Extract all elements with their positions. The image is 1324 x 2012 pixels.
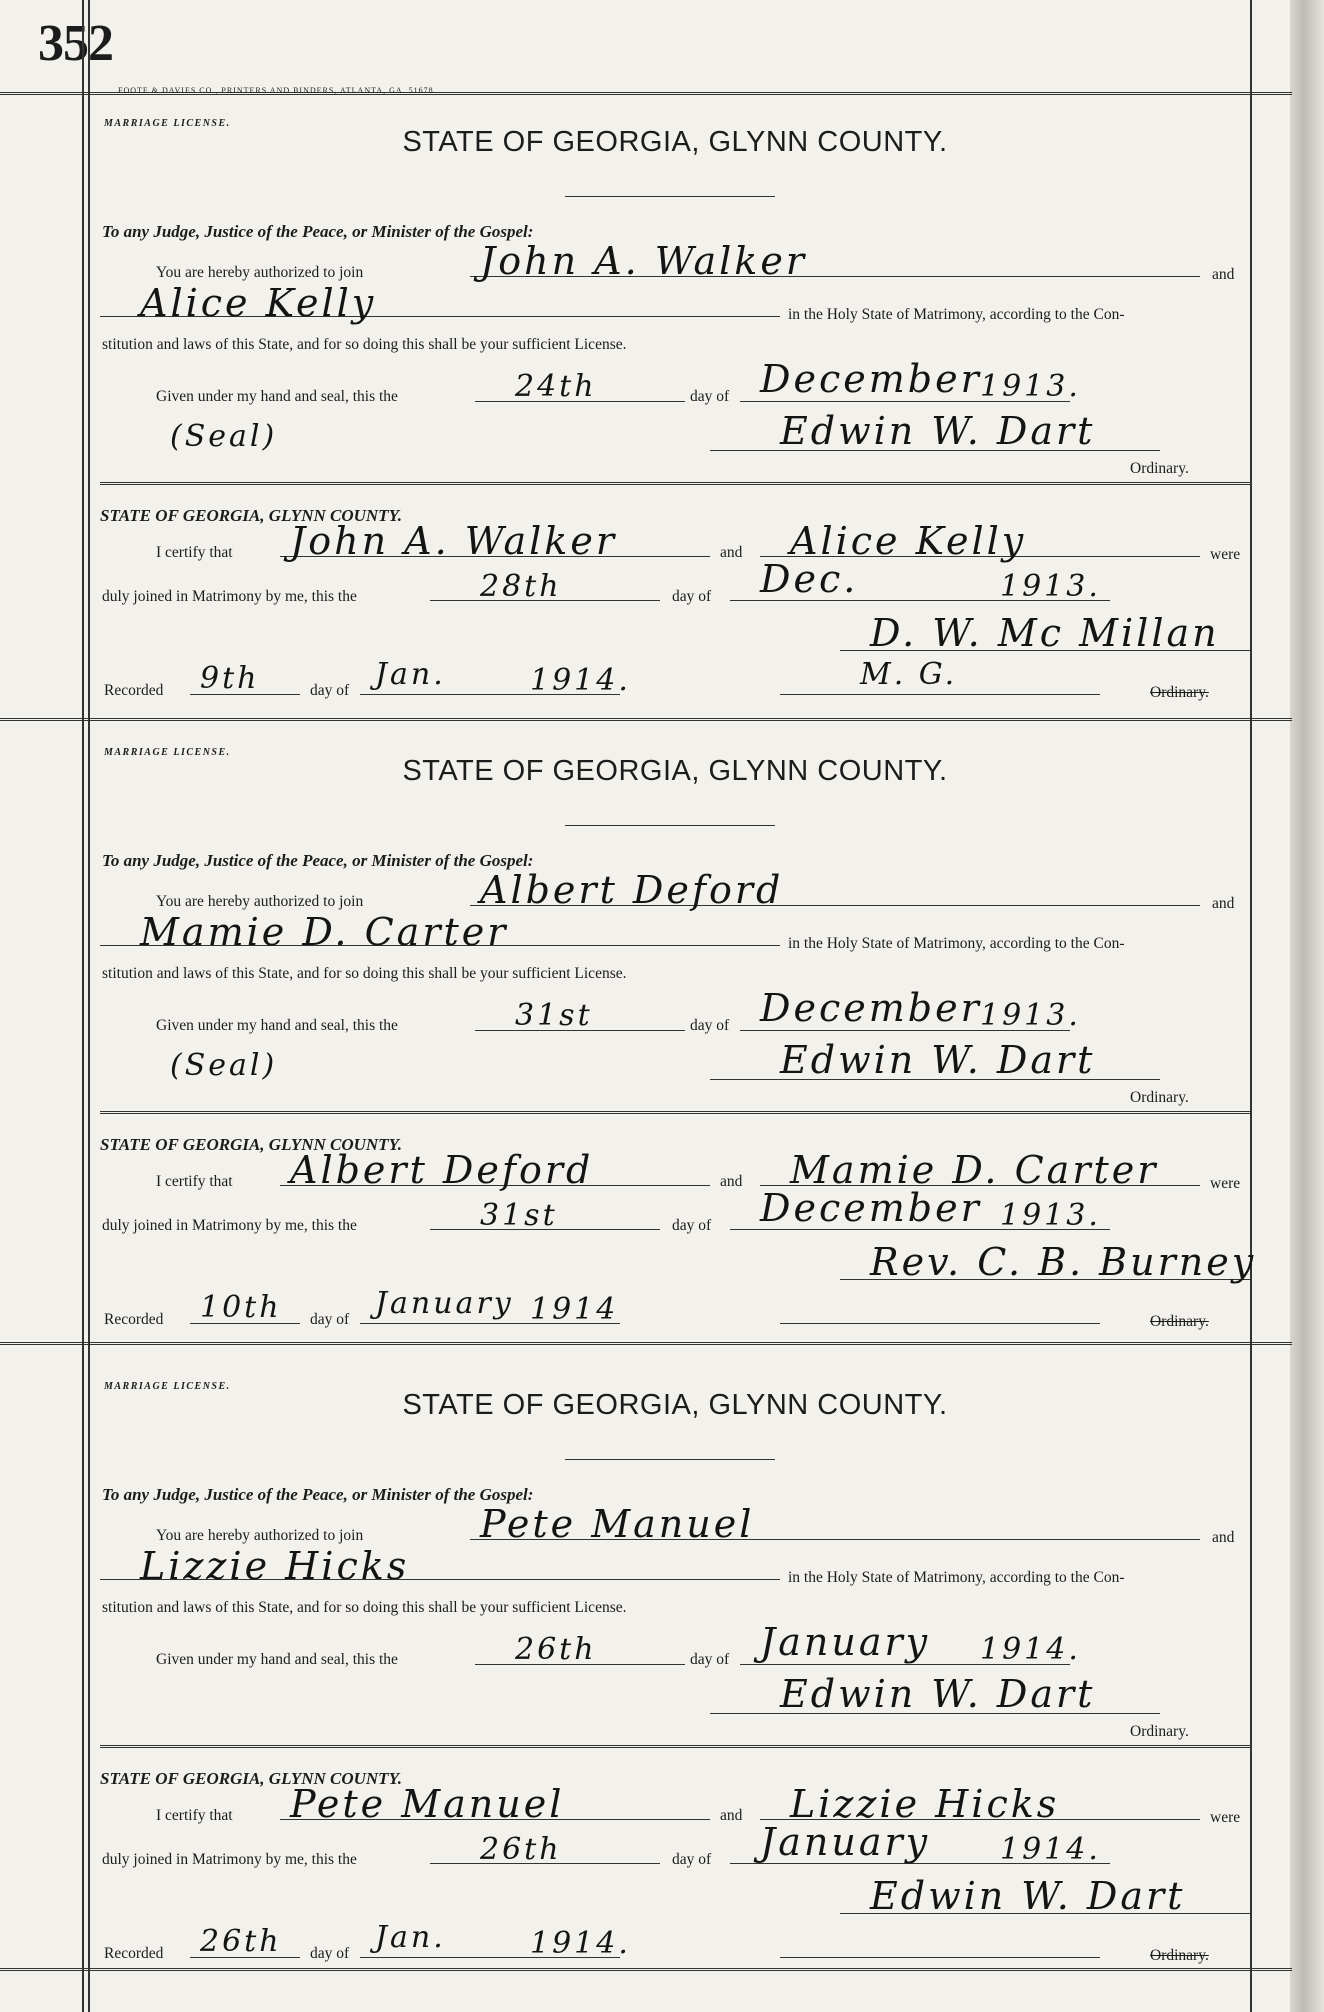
day-of-text: day of <box>672 1217 712 1234</box>
heading-rule <box>565 196 775 197</box>
marriage-month: January <box>760 1820 931 1864</box>
and-text: and <box>1212 266 1235 283</box>
heading-rule <box>565 825 775 826</box>
title-line <box>780 1323 1100 1324</box>
recorded-month: Jan. <box>375 1920 446 1955</box>
seal-mark: (Seal) <box>170 419 278 454</box>
license-address: To any Judge, Justice of the Peace, or Minister of the Gospel: <box>102 1485 534 1504</box>
recorded-text: Recorded <box>104 682 164 699</box>
given-text: Given under my hand and seal, this the <box>156 388 398 405</box>
authorized-text: You are hereby authorized to join <box>156 1527 364 1544</box>
officiant-title: M. G. <box>860 657 958 692</box>
marriage-record <box>100 104 1250 704</box>
constitution-text: stitution and laws of this State, and for so doing this shall be your sufficient License. <box>102 965 627 982</box>
license-groom-name: Pete Manuel <box>480 1502 755 1546</box>
heading-rule <box>565 1459 775 1460</box>
license-month: December <box>760 357 982 401</box>
recorded-year: 1914. <box>530 1926 631 1961</box>
recorded-day: 26th <box>200 1924 282 1959</box>
certificate-groom-name: Pete Manuel <box>290 1782 565 1826</box>
record-separator <box>0 718 1292 721</box>
and-text: and <box>720 1173 743 1190</box>
mid-rule <box>100 482 1250 485</box>
ordinary-text: Ordinary. <box>1130 1089 1189 1106</box>
record-separator <box>0 1968 1292 1971</box>
certificate-groom-name: John A. Walker <box>290 519 617 563</box>
authorized-text: You are hereby authorized to join <box>156 893 364 910</box>
mid-rule <box>100 1745 1250 1748</box>
mid-rule <box>100 1111 1250 1114</box>
recorded-day: 9th <box>200 661 260 696</box>
certificate-heading: STATE OF GEORGIA, GLYNN COUNTY. <box>100 1769 402 1788</box>
license-bride-name: Lizzie Hicks <box>140 1544 410 1588</box>
duly-joined-text: duly joined in Matrimony by me, this the <box>102 1851 357 1868</box>
officiant-signature: Rev. C. B. Burney <box>870 1240 1257 1284</box>
recorded-text: Recorded <box>104 1311 164 1328</box>
license-label: MARRIAGE LICENSE. <box>104 118 231 129</box>
record-separator <box>0 1342 1292 1345</box>
certify-text: I certify that <box>156 1807 233 1824</box>
license-heading: STATE OF GEORGIA, GLYNN COUNTY. <box>402 126 948 158</box>
page-number: 352 <box>38 15 113 72</box>
were-text: were <box>1210 1809 1241 1826</box>
holy-state-text: in the Holy State of Matrimony, according to the Con- <box>788 935 1125 952</box>
printer-imprint: FOOTE & DAVIES CO., PRINTERS AND BINDERS, ATLANTA, GA. 51678. <box>118 86 437 95</box>
ordinary-text: Ordinary. <box>1150 684 1209 701</box>
were-text: were <box>1210 546 1241 563</box>
constitution-text: stitution and laws of this State, and for so doing this shall be your sufficient License. <box>102 1599 627 1616</box>
ordinary-text: Ordinary. <box>1150 1313 1209 1330</box>
duly-joined-text: duly joined in Matrimony by me, this the <box>102 588 357 605</box>
certificate-heading: STATE OF GEORGIA, GLYNN COUNTY. <box>100 506 402 525</box>
marriage-day: 28th <box>480 569 562 604</box>
day-of-text: day of <box>690 1651 730 1668</box>
recorded-year: 1914 <box>530 1292 619 1327</box>
license-year: 1913. <box>980 369 1081 404</box>
license-heading: STATE OF GEORGIA, GLYNN COUNTY. <box>402 755 948 787</box>
officiant-signature: D. W. Mc Millan <box>870 611 1220 655</box>
marriage-day: 31st <box>480 1198 558 1233</box>
recorded-month: January <box>375 1286 514 1321</box>
license-bride-name: Mamie D. Carter <box>140 910 509 954</box>
day-of-text: day of <box>310 1945 350 1962</box>
and-text: and <box>720 544 743 561</box>
day-of-text: day of <box>310 1311 350 1328</box>
certificate-bride-name: Alice Kelly <box>790 519 1027 563</box>
license-bride-name: Alice Kelly <box>140 281 377 325</box>
were-text: were <box>1210 1175 1241 1192</box>
license-day: 31st <box>515 998 593 1033</box>
marriage-year: 1913. <box>1000 1198 1101 1233</box>
certify-text: I certify that <box>156 544 233 561</box>
ordinary-text: Ordinary. <box>1130 460 1189 477</box>
duly-joined-text: duly joined in Matrimony by me, this the <box>102 1217 357 1234</box>
license-day: 26th <box>515 1632 597 1667</box>
right-margin-line <box>1250 0 1252 2012</box>
page-binding-edge <box>1290 0 1324 2012</box>
license-year: 1914. <box>980 1632 1081 1667</box>
marriage-month: December <box>760 1186 982 1230</box>
marriage-record <box>100 1367 1250 1967</box>
authorized-text: You are hereby authorized to join <box>156 264 364 281</box>
license-label: MARRIAGE LICENSE. <box>104 1381 231 1392</box>
certificate-bride-name: Lizzie Hicks <box>790 1782 1060 1826</box>
recorded-month: Jan. <box>375 657 446 692</box>
seal-mark: (Seal) <box>170 1048 278 1083</box>
license-label: MARRIAGE LICENSE. <box>104 747 231 758</box>
officiant-signature: Edwin W. Dart <box>870 1874 1186 1918</box>
holy-state-text: in the Holy State of Matrimony, according to the Con- <box>788 1569 1125 1586</box>
title-line <box>780 1957 1100 1958</box>
constitution-text: stitution and laws of this State, and for so doing this shall be your sufficient License. <box>102 336 627 353</box>
day-of-text: day of <box>690 1017 730 1034</box>
ordinary-signature: Edwin W. Dart <box>780 1672 1096 1716</box>
license-address: To any Judge, Justice of the Peace, or Minister of the Gospel: <box>102 222 534 241</box>
day-of-text: day of <box>310 682 350 699</box>
marriage-day: 26th <box>480 1832 562 1867</box>
license-year: 1913. <box>980 998 1081 1033</box>
certificate-heading: STATE OF GEORGIA, GLYNN COUNTY. <box>100 1135 402 1154</box>
and-text: and <box>720 1807 743 1824</box>
left-margin-line-inner <box>88 0 90 2012</box>
given-text: Given under my hand and seal, this the <box>156 1017 398 1034</box>
certify-text: I certify that <box>156 1173 233 1190</box>
license-groom-name: John A. Walker <box>480 239 807 283</box>
license-address: To any Judge, Justice of the Peace, or Minister of the Gospel: <box>102 851 534 870</box>
day-of-text: day of <box>672 1851 712 1868</box>
left-margin-line <box>82 0 84 2012</box>
license-day: 24th <box>515 369 597 404</box>
certificate-bride-name: Mamie D. Carter <box>790 1148 1159 1192</box>
marriage-year: 1914. <box>1000 1832 1101 1867</box>
day-of-text: day of <box>690 388 730 405</box>
ordinary-signature: Edwin W. Dart <box>780 409 1096 453</box>
license-month: December <box>760 986 982 1030</box>
license-month: January <box>760 1620 931 1664</box>
ordinary-signature: Edwin W. Dart <box>780 1038 1096 1082</box>
recorded-day: 10th <box>200 1290 282 1325</box>
ordinary-text: Ordinary. <box>1150 1947 1209 1964</box>
license-groom-name: Albert Deford <box>480 868 784 912</box>
recorded-text: Recorded <box>104 1945 164 1962</box>
and-text: and <box>1212 895 1235 912</box>
day-of-text: day of <box>672 588 712 605</box>
ordinary-text: Ordinary. <box>1130 1723 1189 1740</box>
marriage-record <box>100 733 1257 1333</box>
certificate-groom-name: Albert Deford <box>290 1148 594 1192</box>
marriage-year: 1913. <box>1000 569 1101 604</box>
given-text: Given under my hand and seal, this the <box>156 1651 398 1668</box>
marriage-month: Dec. <box>760 557 859 601</box>
and-text: and <box>1212 1529 1235 1546</box>
recorded-year: 1914. <box>530 663 631 698</box>
license-heading: STATE OF GEORGIA, GLYNN COUNTY. <box>402 1389 948 1421</box>
title-line <box>780 694 1100 695</box>
holy-state-text: in the Holy State of Matrimony, according to the Con- <box>788 306 1125 323</box>
